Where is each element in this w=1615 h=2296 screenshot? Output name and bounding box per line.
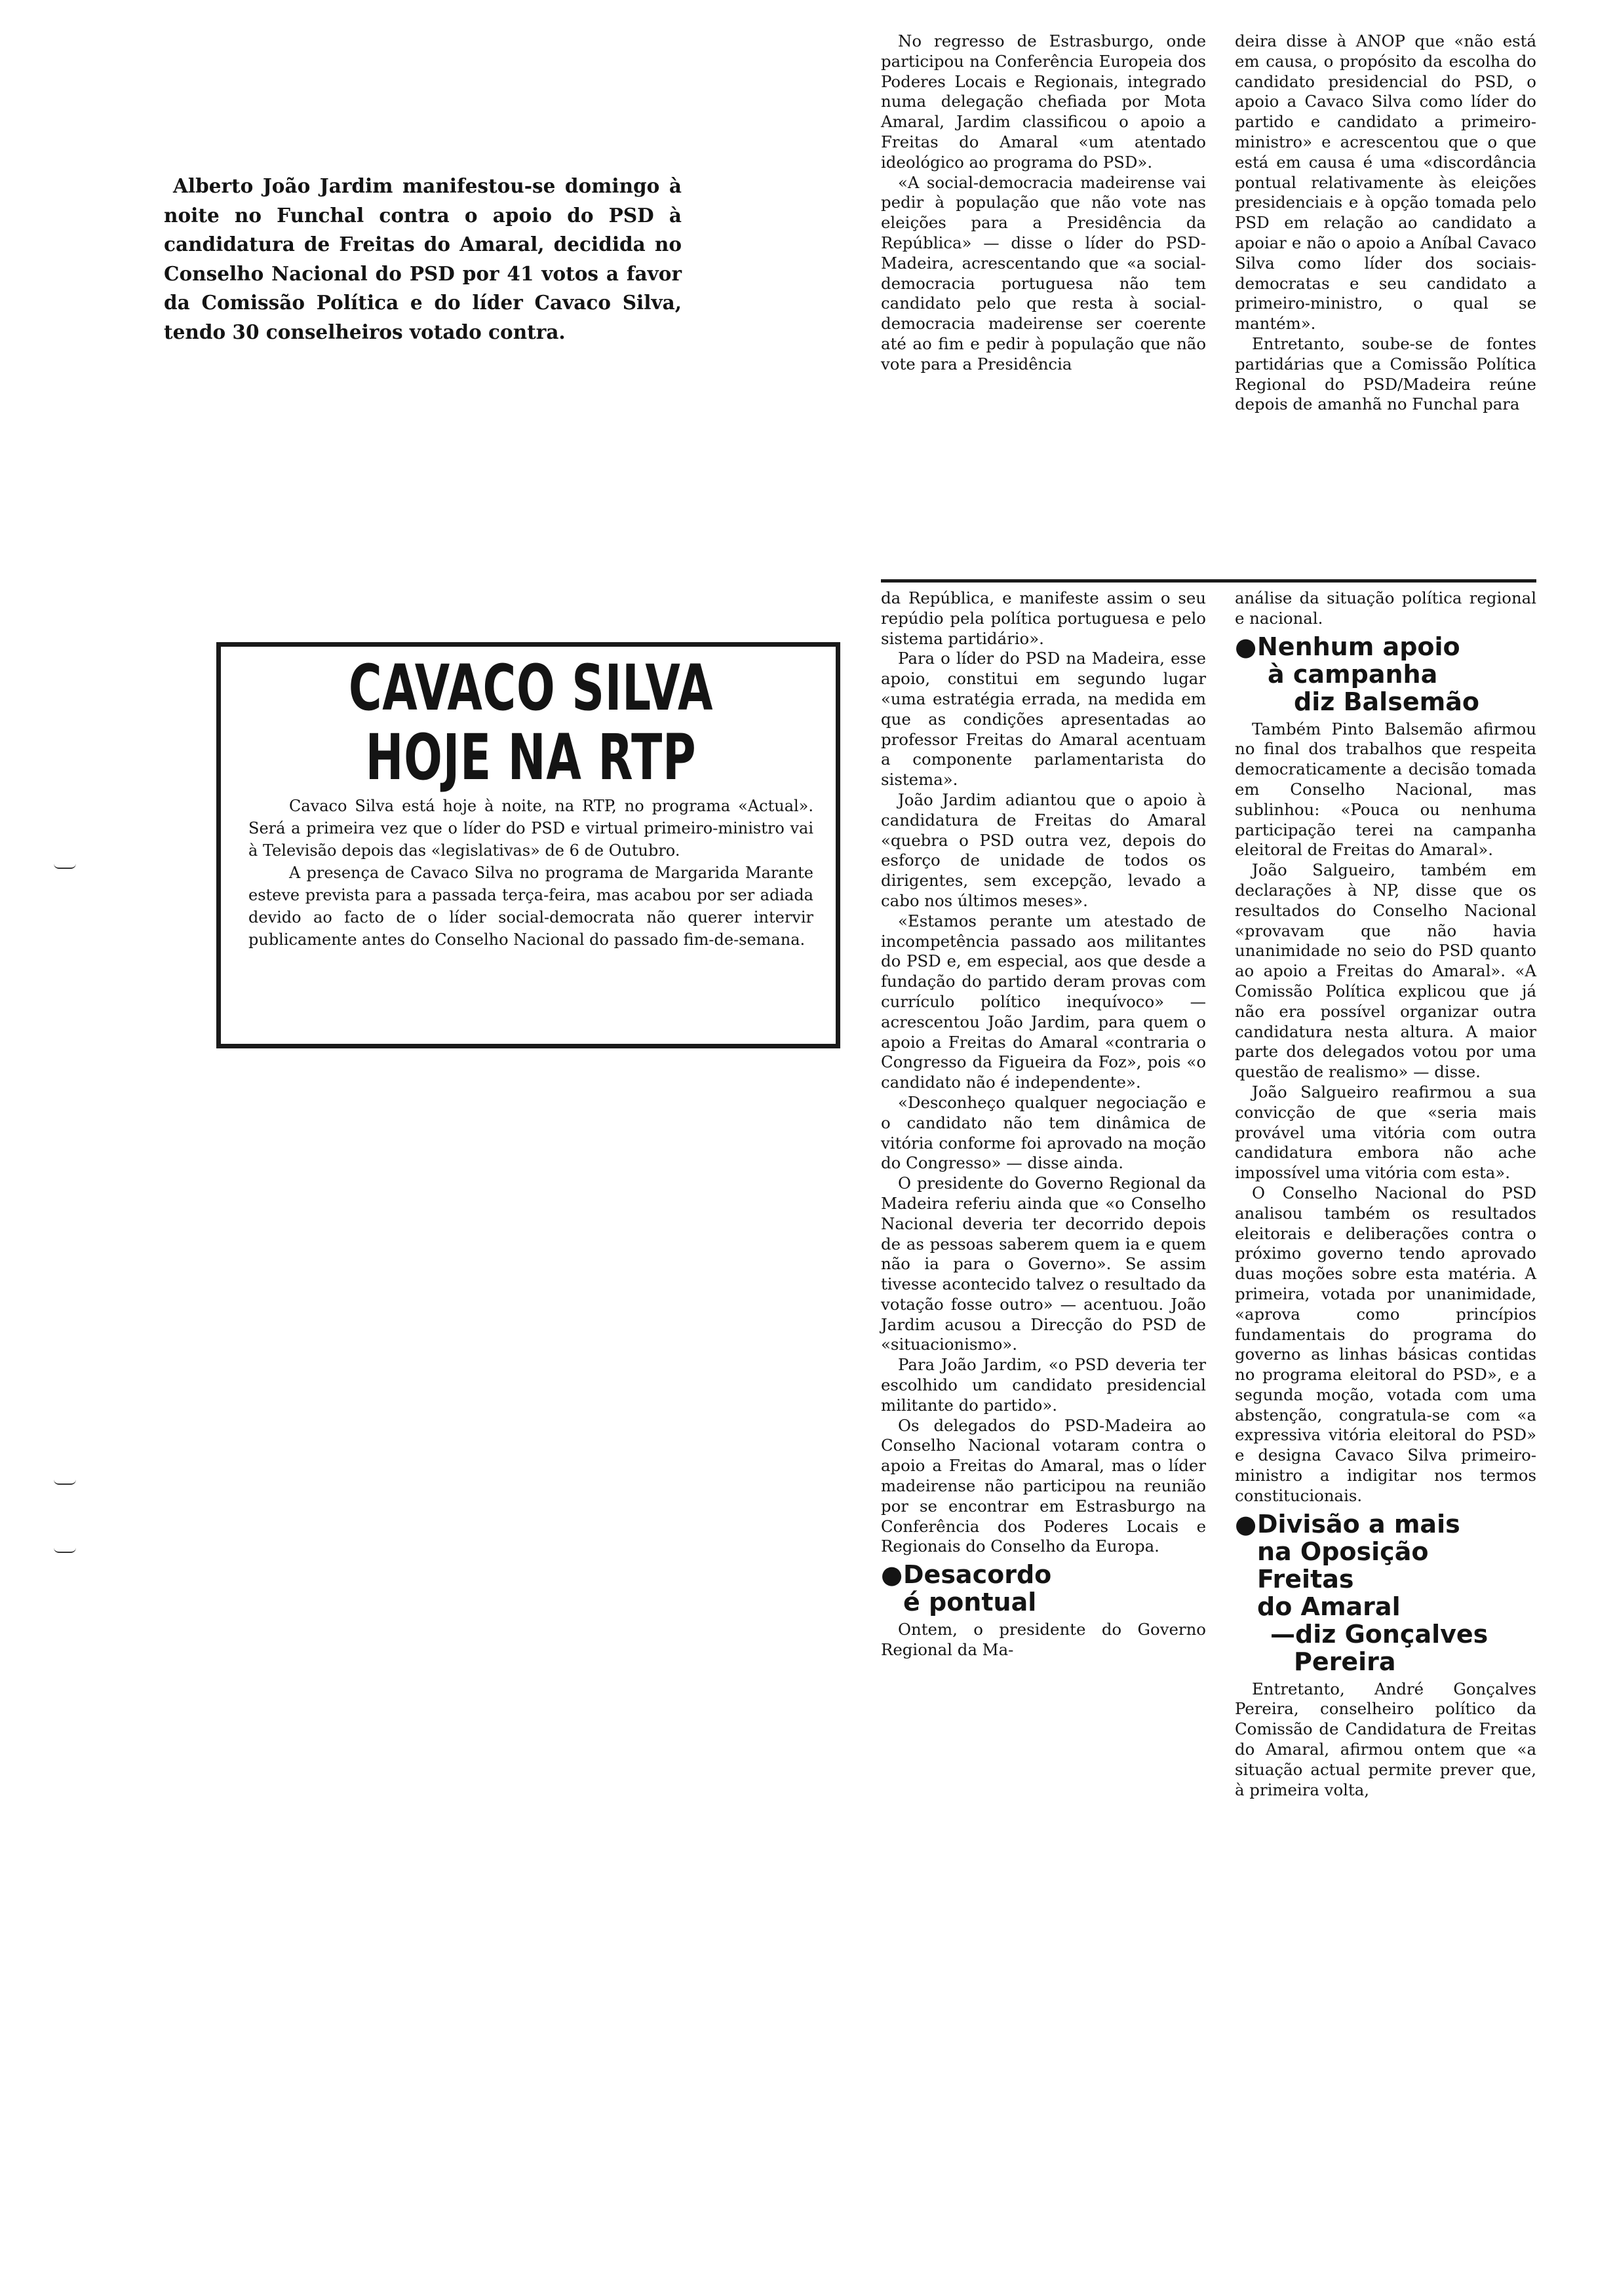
article-paragraph: Para João Jardim, «o PSD deveria ter escolhido um candidato presidencial militante do partido». (881, 1355, 1206, 1415)
article-paragraph: Ontem, o presidente do Governo Regional da Ma- (881, 1620, 1206, 1660)
article-paragraph: Entretanto, soube-se de fontes partidárias que a Comissão Política Regional do PSD/Madeira reúne depois de amanhã no Funchal para (1235, 334, 1536, 414)
article-paragraph: «Desconheço qualquer negociação e o candidato não tem dinâmica de vitória conforme foi aprovado na moção do Congresso» — disse ainda. (881, 1092, 1206, 1173)
article-paragraph: «Estamos perante um atestado de incompetência passado aos militantes do PSD e, em especial, aos que desde a fundação do partido deram provas com currículo político inequívoco» — acrescentou João Jardim, para quem o apoio a Freitas do Amaral «contraria o Congresso da Figueira da Foz», pois «o candidato não é independente». (881, 911, 1206, 1092)
article-paragraph: «A social-democracia madeirense vai pedir à população que não vote nas eleições para a Presidência da República» — disse o líder do PSD-Madeira, acrescentando que «a social-democracia portuguesa não tem candidato pelo que resta à social-democracia madeirense ser coerente até ao fim e pedir à população que não vote para a Presidência (881, 172, 1206, 373)
article-paragraph: deira disse à ANOP que «não está em causa, o propósito da escolha do candidato presidencial do PSD, o apoio a Cavaco Silva como líder do partido e candidato a primeiro-ministro» e acrescentou que o que está em causa é uma «discordância pontual relativamente às eleições presidenciais e à opção tomada pelo PSD em relação ao candidato a apoiar e não o apoio a Aníbal Cavaco Silva como líder dos sociais-democratas e seu candidato a primeiro-ministro, o qual se mantém». (1235, 31, 1536, 334)
scan-mark (54, 1480, 76, 1485)
subhead-balsemao: ●Nenhum apoio à campanha diz Balsemão (1235, 632, 1479, 716)
bullet-icon: ● (881, 1560, 903, 1590)
box-paragraph: Cavaco Silva está hoje à noite, na RTP, no programa «Actual». Será a primeira vez que o líder do PSD e virtual primeiro-ministro vai à Televisão depois das «legislativas» de 6 de Outubro. (248, 797, 813, 860)
bullet-icon: ● (1235, 1509, 1257, 1539)
bullet-icon: ● (1235, 632, 1257, 661)
subhead-goncalves-pereira: ●Divisão a mais na Oposição Freitas do Amaral —diz Gonçalves Pereira (1235, 1509, 1489, 1676)
lead-paragraph (164, 172, 682, 347)
article-paragraph: Os delegados do PSD-Madeira ao Conselho Nacional votaram contra o apoio a Freitas do Amaral, mas o líder madeirense não participou na reunião por se encontrar em Estrasburgo na Conferência dos Poderes Locais e Regionais do Conselho da Europa. (881, 1415, 1206, 1556)
article-paragraph: O presidente do Governo Regional da Madeira referiu ainda que «o Conselho Nacional deveria ter decorrido depois de as pessoas saberem quem ia e quem não ia para o Governo». Se assim tivesse acontecido talvez o resultado da votação fosse outro» — acentuou. João Jardim acusou a Direcção do PSD de «situacionismo». (881, 1174, 1206, 1354)
article-paragraph: O Conselho Nacional do PSD analisou também os resultados eleitorais e deliberações contra o próximo governo tendo aprovado duas moções sobre esta matéria. A primeira, votada por unanimidade, «aprova como princípios fundamentais do programa do governo as linhas básicas contidas no programa eleitoral do PSD», e a segunda moção, votada com uma abstenção, congratula-se com «a expressiva vitória eleitoral do PSD» e designa Cavaco Silva primeiro-ministro a indigitar nos termos constitucionais. (1235, 1183, 1536, 1505)
box-headline (271, 653, 790, 792)
box-paragraph: A presença de Cavaco Silva no programa de Margarida Marante esteve prevista para a passada terça-feira, mas acabou por ser adiada devido ao facto de o líder social-democrata não querer intervir publicamente antes do Conselho Nacional do passado fim-de-semana. (248, 864, 813, 949)
article-column-4 (1235, 588, 1536, 1800)
box-headline-line2: HOJE NA RTP (365, 721, 697, 794)
article-paragraph: Também Pinto Balsemão afirmou no final dos trabalhos que respeita democraticamente a decisão tomada em Conselho Nacional, mas sublinhou: «Pouca ou nenhuma participação terei na campanha eleitoral de Freitas do Amaral». (1235, 719, 1536, 860)
article-paragraph: da República, e manifeste assim o seu repúdio pela política portuguesa e pelo sistema partidário». (881, 588, 1206, 648)
lead-text: Alberto João Jardim manifestou-se domingo à noite no Funchal contra o apoio do PSD à candidatura de Freitas do Amaral, decidida no Conselho Nacional do PSD por 41 votos a favor da Comissão Política e do líder Cavaco Silva, tendo 30 conselheiros votado contra. (164, 174, 682, 343)
boxed-story (216, 642, 840, 1048)
subhead-desacordo: ●Desacordo é pontual (881, 1560, 1052, 1617)
article-column-1 (881, 31, 1206, 375)
article-paragraph: análise da situação política regional e nacional. (1235, 588, 1536, 628)
scan-mark (54, 864, 76, 869)
article-paragraph: No regresso de Estrasburgo, onde participou na Conferência Europeia dos Poderes Locais e Regionais, integrado numa delegação chefiada por Mota Amaral, Jardim classificou o apoio a Freitas do Amaral «um atentado ideológico ao programa do PSD». (881, 31, 1206, 172)
article-column-2 (1235, 31, 1536, 415)
article-column-3 (881, 588, 1206, 1660)
article-paragraph: Para o líder do PSD na Madeira, esse apoio, constitui em segundo lugar «uma estratégia errada, na medida em que as condições apresentadas ao professor Freitas do Amaral acentuam a componente parlamentarista do sistema». (881, 649, 1206, 790)
box-headline-line1: CAVACO SILVA (348, 651, 714, 725)
column-divider-rule (881, 579, 1536, 583)
scan-mark (54, 1548, 76, 1553)
box-body (248, 795, 813, 951)
article-paragraph: João Salgueiro reafirmou a sua convicção de que «seria mais provável uma vitória com outra candidatura embora não ache impossível uma vitória com esta». (1235, 1082, 1536, 1183)
article-paragraph: Entretanto, André Gonçalves Pereira, conselheiro político da Comissão de Candidatura de Freitas do Amaral, afirmou ontem que «a situação actual permite prever que, à primeira volta, (1235, 1679, 1536, 1799)
article-paragraph: João Salgueiro, também em declarações à NP, disse que os resultados do Conselho Nacional «provavam que não havia unanimidade no seio do PSD quanto ao apoio a Freitas do Amaral». «A Comissão Política explicou que já não era possível organizar outra candidatura nesta altura. A maior parte dos delegados votou por uma questão de realismo» — disse. (1235, 860, 1536, 1082)
article-paragraph: João Jardim adiantou que o apoio à candidatura de Freitas do Amaral «quebra o PSD outra vez, depois do esforço de unidade de todos os dirigentes, sem excepção, levado a cabo nos últimos meses». (881, 790, 1206, 910)
